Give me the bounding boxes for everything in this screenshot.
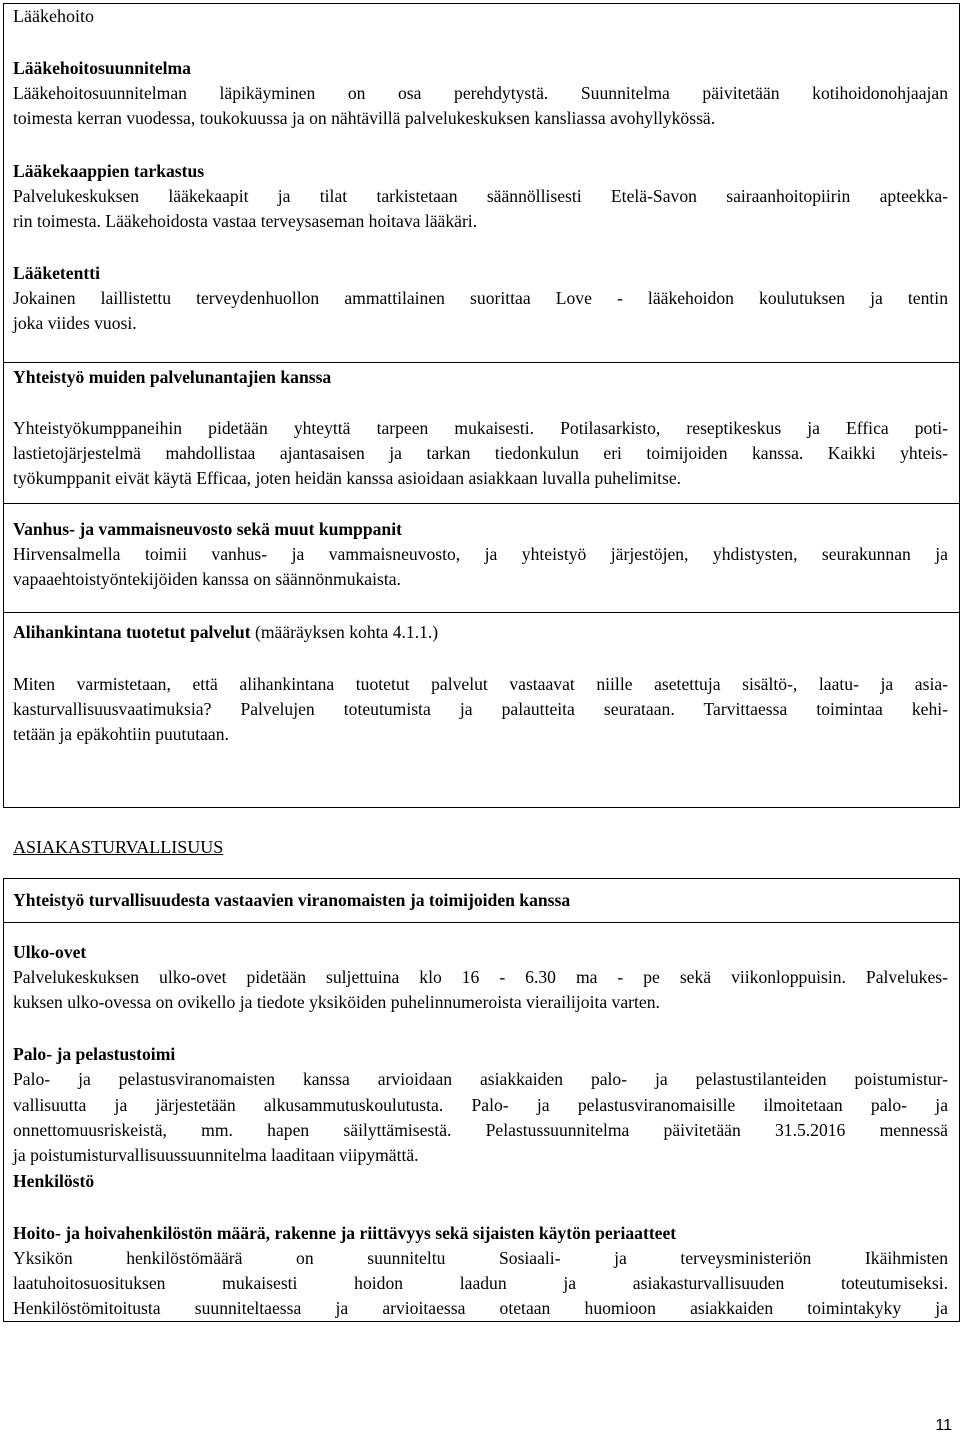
- doors-text-2: kuksen ulko-ovessa on ovikello ja tiedote yksiköiden puhelinnumeroista vierailijoita varten.: [13, 992, 660, 1012]
- page-number: 11: [935, 1417, 952, 1434]
- medication-exam-text-1: Jokainen laillistettu terveydenhuollon ammattilainen suorittaa Love - lääkehoidon koulutuksen ja tentin: [13, 288, 948, 308]
- cabinet-inspection-text-1: Palvelukeskuksen lääkekaapit ja tilat tarkistetaan säännöllisesti Etelä-Savon sairaanhoitopiirin apteekka-: [13, 186, 948, 206]
- subcontracting-heading: [13, 621, 438, 643]
- fire-heading: Palo- ja pelastustoimi: [13, 1044, 176, 1064]
- fire-text-4: ja poistumisturvallisuussuunnitelma laaditaan viipymättä.: [13, 1145, 419, 1165]
- council-text-1: Hirvensalmella toimii vanhus- ja vammaisneuvosto, ja yhteistyö järjestöjen, yhdistysten, seurakunnan ja: [13, 544, 948, 564]
- staff-text-1: Yksikön henkilöstömäärä on suunniteltu Sosiaali- ja terveysministeriön Ikäihmisten: [13, 1248, 948, 1268]
- cabinet-inspection-heading: Lääkekaappien tarkastus: [13, 161, 205, 181]
- subcontracting-text-3: tetään ja epäkohtiin puututaan.: [13, 724, 229, 744]
- medication-exam-heading: Lääketentti: [13, 263, 100, 283]
- medication-plan-heading: Lääkehoitosuunnitelma: [13, 58, 191, 78]
- staff-text-3: Henkilöstömitoitusta suunniteltaessa ja arvioitaessa otetaan huomioon asiakkaiden toimintakyky ja: [13, 1298, 948, 1318]
- medication-exam-text-2: joka viides vuosi.: [13, 313, 137, 333]
- subcontracting-heading-reference: (määräyksen kohta 4.1.1.): [250, 622, 439, 642]
- authorities-heading: Yhteistyö turvallisuudesta vastaavien viranomaisten ja toimijoiden kanssa: [13, 890, 571, 910]
- council-text-2: vapaaehtoistyöntekijöiden kanssa on säännönmukaista.: [13, 569, 401, 589]
- fire-text-2: vallisuutta ja järjestetään alkusammutuskoulutusta. Palo- ja pelastusviranomaisille ilmoitetaan palo- ja: [13, 1095, 948, 1115]
- cooperation-heading: Yhteistyö muiden palvelunantajien kanssa: [13, 367, 332, 387]
- staff-subheading: Hoito- ja hoivahenkilöstön määrä, rakenne ja riittävyys sekä sijaisten käytön periaatteet: [13, 1223, 677, 1243]
- medication-plan-text-2: toimesta kerran vuodessa, toukokuussa ja on nähtävillä palvelukeskuksen kansliassa avohyllykössä.: [13, 108, 716, 128]
- subcontracting-text-2: kasturvallisuusvaatimuksia? Palvelujen toteutumista ja palautteita seurataan. Tarvittaessa toimintaa kehi-: [13, 699, 948, 719]
- fire-text-1: Palo- ja pelastusviranomaisten kanssa arvioidaan asiakkaiden palo- ja pelastustilanteiden poistumistur-: [13, 1069, 948, 1089]
- cabinet-inspection-text-2: rin toimesta. Lääkehoidosta vastaa terveysaseman hoitava lääkäri.: [13, 211, 478, 231]
- subcontracting-heading-bold: Alihankintana tuotetut palvelut: [13, 622, 251, 642]
- fire-text-3: onnettomuusriskeistä, mm. hapen säilyttämisestä. Pelastussuunnitelma päivitetään 31.5.2016 mennessä: [13, 1120, 948, 1140]
- doors-heading: Ulko-ovet: [13, 942, 87, 962]
- medication-plan-text-1: Lääkehoitosuunnitelman läpikäyminen on osa perehdytystä. Suunnitelma päivitetään kotihoidonohjaajan: [13, 83, 948, 103]
- cooperation-text-2: lastietojärjestelmä mahdollistaa ajantasaisen ja tarkan tiedonkulun eri toimijoiden kanssa. Kaikki yhteis-: [13, 443, 948, 463]
- doors-text-1: Palvelukeskuksen ulko-ovet pidetään suljettuina klo 16 - 6.30 ma - pe sekä viikonloppuisin. Palvelukes-: [13, 967, 948, 987]
- council-heading: Vanhus- ja vammaisneuvosto sekä muut kumppanit: [13, 519, 402, 539]
- staff-heading: Henkilöstö: [13, 1171, 95, 1191]
- cooperation-text-3: työkumppanit eivät käytä Efficaa, joten heidän kanssa asioidaan asiakkaan luvalla puhelimitse.: [13, 468, 682, 488]
- staff-text-2: laatuhoitosuosituksen mukaisesti hoidon laadun ja asiakasturvallisuuden toteutumiseksi.: [13, 1273, 948, 1293]
- medication-heading: Lääkehoito: [13, 6, 94, 26]
- section-title: ASIAKASTURVALLISUUS: [13, 837, 224, 857]
- subcontracting-text-1: Miten varmistetaan, että alihankintana tuotetut palvelut vastaavat niille asetettuja sisältö-, laatu- ja asia-: [13, 674, 948, 694]
- cooperation-text-1: Yhteistyökumppaneihin pidetään yhteyttä tarpeen mukaisesti. Potilasarkisto, reseptikeskus ja Effica poti-: [13, 418, 948, 438]
